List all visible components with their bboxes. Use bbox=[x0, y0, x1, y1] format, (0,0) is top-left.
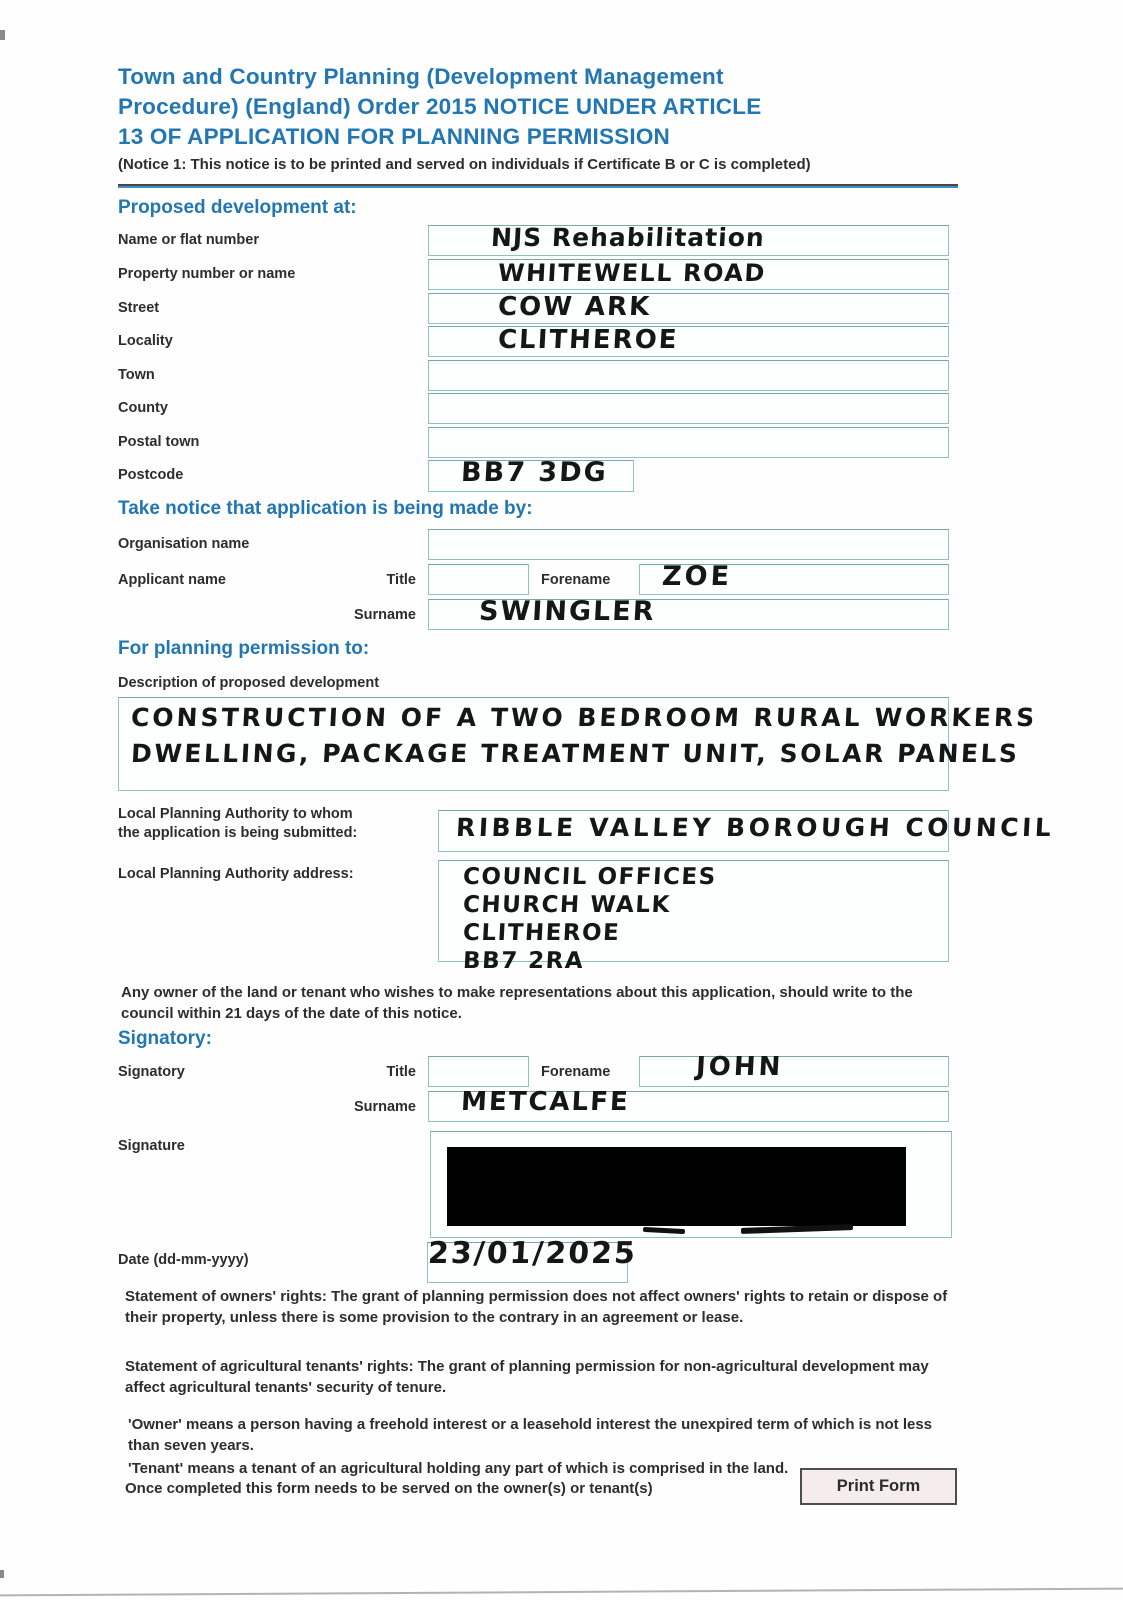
signature-redaction-block bbox=[447, 1147, 906, 1226]
section-heading-permission: For planning permission to: bbox=[118, 638, 370, 659]
field-lpa-value: RIBBLE VALLEY BOROUGH COUNCIL bbox=[455, 813, 1056, 842]
field-lpa-address-line3: CLITHEROE bbox=[462, 920, 621, 946]
field-name-or-flat-number[interactable] bbox=[428, 225, 949, 256]
form-title-line3: 13 OF APPLICATION FOR PLANNING PERMISSION bbox=[118, 124, 670, 149]
field-lpa-address[interactable] bbox=[438, 860, 949, 974]
field-name-or-flat-number-value: NJS Rehabilitation bbox=[490, 223, 766, 252]
field-applicant-surname[interactable] bbox=[428, 596, 949, 630]
section-heading-proposed-development: Proposed development at: bbox=[118, 197, 357, 218]
field-signature[interactable] bbox=[430, 1131, 952, 1238]
owner-definition: 'Owner' means a person having a freehold interest or a leasehold interest the unexpired term of which is not less than seven years. bbox=[128, 1416, 933, 1454]
field-signatory-forename-value: JOHN bbox=[695, 1052, 785, 1082]
label-lpa-address: Local Planning Authority address: bbox=[118, 866, 354, 882]
label-street: Street bbox=[118, 300, 160, 316]
label-lpa-line1: Local Planning Authority to whom bbox=[118, 806, 353, 822]
field-applicant-forename[interactable] bbox=[639, 561, 949, 595]
tenants-rights-statement: Statement of agricultural tenants' rights: The grant of planning permission for non-agricultural development may affect agricultural tenants' security of tenure. bbox=[125, 1358, 929, 1396]
field-description[interactable] bbox=[118, 697, 1038, 791]
label-applicant-forename: Forename bbox=[541, 572, 611, 588]
label-applicant-surname: Surname bbox=[353, 607, 416, 623]
field-signatory-title[interactable] bbox=[428, 1056, 529, 1087]
scan-line-artifact bbox=[0, 1588, 1123, 1597]
field-postcode-value: BB7 3DG bbox=[460, 457, 609, 488]
form-title-line2: Procedure) (England) Order 2015 NOTICE UNDER ARTICLE bbox=[118, 94, 762, 119]
section-heading-applicant: Take notice that application is being made by: bbox=[118, 498, 533, 519]
field-town[interactable] bbox=[428, 360, 949, 391]
label-signatory-title: Title bbox=[386, 1064, 416, 1080]
field-description-line2: DWELLING, PACKAGE TREATMENT UNIT, SOLAR PANELS bbox=[130, 739, 1021, 768]
print-form-button[interactable]: Print Form bbox=[800, 1468, 957, 1505]
owners-rights-statement: Statement of owners' rights: The grant of planning permission does not affect owners' rights to retain or dispose of their property, unless there is some provision to the contrary in an agreement or lease. bbox=[125, 1288, 948, 1326]
field-county[interactable] bbox=[428, 393, 949, 424]
field-property-number-value: WHITEWELL ROAD bbox=[497, 259, 767, 287]
field-date[interactable] bbox=[427, 1236, 638, 1283]
label-postcode: Postcode bbox=[118, 467, 184, 483]
label-signatory-forename: Forename bbox=[541, 1064, 611, 1080]
field-signatory-surname-value: METCALFE bbox=[460, 1087, 631, 1117]
scan-speck bbox=[0, 30, 5, 40]
field-postal-town[interactable] bbox=[428, 427, 949, 458]
field-street-value: COW ARK bbox=[497, 292, 653, 322]
scan-speck bbox=[0, 1570, 4, 1578]
owner-notice-paragraph: Any owner of the land or tenant who wishes to make representations about this application, should write to the council within 21 days of the date of this notice. bbox=[121, 984, 913, 1022]
field-date-value: 23/01/2025 bbox=[427, 1236, 638, 1271]
label-property-number: Property number or name bbox=[118, 266, 296, 282]
label-county: County bbox=[118, 400, 168, 416]
field-applicant-title[interactable] bbox=[428, 564, 529, 595]
form-title bbox=[118, 62, 878, 152]
tenant-definition: 'Tenant' means a tenant of an agricultural holding any part of which is comprised in the land. bbox=[128, 1460, 789, 1477]
field-lpa-address-line4: BB7 2RA bbox=[462, 948, 585, 974]
field-description-line1: CONSTRUCTION OF A TWO BEDROOM RURAL WORKERS bbox=[130, 703, 1038, 732]
field-postcode[interactable] bbox=[428, 457, 634, 492]
signature-pen-stroke bbox=[643, 1227, 685, 1234]
field-locality-value: CLITHEROE bbox=[497, 325, 680, 355]
field-signatory-surname[interactable] bbox=[428, 1087, 949, 1122]
header-divider bbox=[118, 184, 958, 188]
field-property-number[interactable] bbox=[428, 259, 949, 290]
label-signatory: Signatory bbox=[118, 1064, 185, 1080]
label-description: Description of proposed development bbox=[118, 675, 380, 691]
label-town: Town bbox=[118, 367, 155, 383]
label-postal-town: Postal town bbox=[118, 434, 200, 450]
field-lpa-address-line2: CHURCH WALK bbox=[462, 892, 672, 918]
field-lpa[interactable] bbox=[438, 810, 1056, 852]
serve-instruction: Once completed this form needs to be served on the owner(s) or tenant(s) bbox=[125, 1480, 653, 1497]
notice-subtitle: (Notice 1: This notice is to be printed and served on individuals if Certificate B or C is completed) bbox=[118, 156, 811, 173]
label-applicant-title: Title bbox=[386, 572, 416, 588]
field-signatory-forename[interactable] bbox=[639, 1052, 949, 1087]
label-locality: Locality bbox=[118, 333, 173, 349]
field-lpa-address-line1: COUNCIL OFFICES bbox=[462, 864, 718, 890]
label-lpa-line2: the application is being submitted: bbox=[118, 825, 358, 841]
field-organisation-name[interactable] bbox=[428, 529, 949, 560]
field-applicant-surname-value: SWINGLER bbox=[478, 596, 657, 627]
label-signatory-surname: Surname bbox=[353, 1099, 416, 1115]
label-date: Date (dd-mm-yyyy) bbox=[118, 1252, 249, 1268]
label-name-or-flat-number: Name or flat number bbox=[118, 232, 259, 248]
field-applicant-forename-value: ZOE bbox=[661, 561, 733, 592]
label-organisation-name: Organisation name bbox=[118, 536, 250, 552]
label-signature: Signature bbox=[118, 1138, 185, 1154]
section-heading-signatory: Signatory: bbox=[118, 1028, 212, 1049]
form-title-line1: Town and Country Planning (Development Management bbox=[118, 64, 724, 89]
field-locality[interactable] bbox=[428, 326, 949, 357]
field-street[interactable] bbox=[428, 293, 949, 324]
label-applicant-name: Applicant name bbox=[118, 572, 226, 588]
